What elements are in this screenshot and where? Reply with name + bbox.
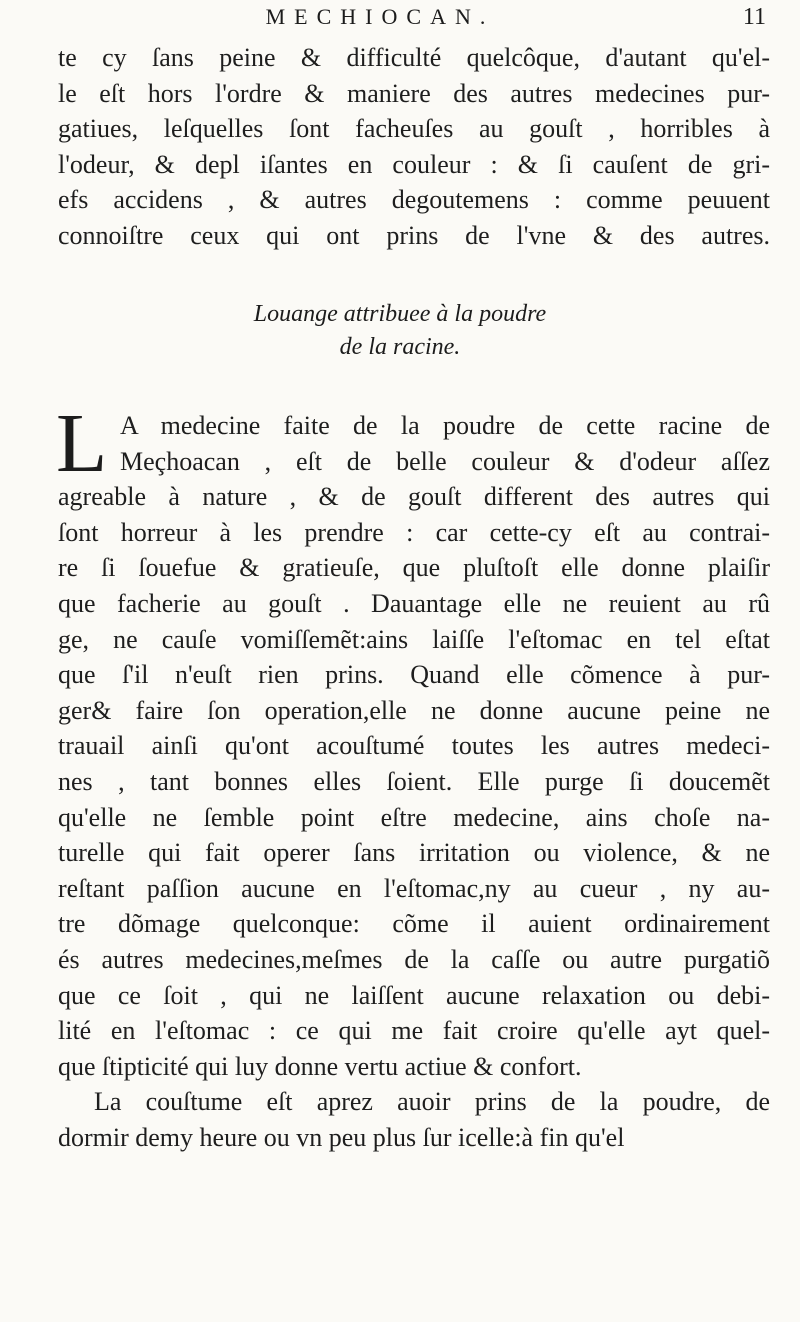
text-line: que facherie au gouſt . Dauantage elle ne reuient au rû bbox=[58, 588, 770, 618]
text-line: que ſtipticité qui luy donne vertu actiue & confort. bbox=[58, 1051, 582, 1081]
section-heading-line-1: Louange attribuee à la poudre bbox=[253, 301, 547, 327]
text-line: ge, ne cauſe vomiſſemẽt:ains laiſſe l'eſtomac en tel eſtat bbox=[58, 624, 770, 654]
text-line: l'odeur, & depl iſantes en couleur : & ſi cauſent de gri- bbox=[58, 149, 770, 179]
text-line: Meçhoacan , eſt de belle couleur & d'odeur aſſez bbox=[120, 446, 770, 476]
running-title: MECHIOCAN. bbox=[265, 4, 495, 29]
section-heading bbox=[150, 298, 650, 364]
drop-cap: L bbox=[56, 397, 108, 490]
text-line: qu'elle ne ſemble point eſtre medecine, ains choſe na- bbox=[58, 802, 770, 832]
section-heading-line-2: de la racine. bbox=[339, 334, 461, 360]
text-line: turelle qui fait operer ſans irritation ou violence, & ne bbox=[58, 838, 770, 868]
text-line: nes , tant bonnes elles ſoient. Elle purge ſi doucemẽt bbox=[58, 766, 770, 796]
paragraph-2 bbox=[56, 397, 770, 1155]
text-line: que ſ'il n'euſt rien prins. Quand elle cõmence à pur- bbox=[58, 660, 770, 690]
text-line: connoiſtre ceux qui ont prins de l'vne & des autres. bbox=[58, 220, 770, 250]
text-line: és autres medecines,meſmes de la caſſe ou autre purgatiõ bbox=[58, 944, 770, 974]
text-line: te cy ſans peine & difficulté quelcôque, d'autant qu'el- bbox=[58, 43, 770, 72]
text-line: le eſt hors l'ordre & maniere des autres medecines pur- bbox=[58, 78, 770, 108]
text-line: dormir demy heure ou vn peu plus ſur icelle:à fin qu'el bbox=[58, 1122, 625, 1152]
text-line: efs accidens , & autres degoutemens : comme peuuent bbox=[58, 185, 770, 215]
text-line: A medecine faite de la poudre de cette racine de bbox=[120, 411, 770, 440]
text-line: que ce ſoit , qui ne laiſſent aucune relaxation ou debi- bbox=[58, 980, 770, 1010]
text-line: La couſtume eſt aprez auoir prins de la poudre, de bbox=[94, 1087, 770, 1117]
text-line: re ſi ſouefue & gratieuſe, que pluſtoſt elle donne plaiſir bbox=[58, 553, 770, 583]
text-line: tre dõmage quelconque: cõme il auient ordinairement bbox=[58, 909, 770, 939]
text-line: trauail ainſi qu'ont acouſtumé toutes les autres medeci- bbox=[58, 731, 770, 761]
text-line: agreable à nature , & de gouſt different des autres qui bbox=[58, 482, 770, 512]
text-line: ſont horreur à les prendre : car cette-cy eſt au contrai- bbox=[58, 517, 770, 547]
text-line: lité en l'eſtomac : ce qui me fait croire qu'elle ayt quel- bbox=[58, 1016, 770, 1046]
page-number: 11 bbox=[742, 4, 766, 30]
page-header bbox=[0, 4, 800, 38]
text-line: ger& faire ſon operation,elle ne donne aucune peine ne bbox=[58, 695, 770, 725]
paragraph-1 bbox=[58, 40, 770, 254]
text-line: gatiues, leſquelles ſont facheuſes au gouſt , horribles à bbox=[58, 114, 770, 144]
text-line: reſtant paſſion aucune en l'eſtomac,ny au cueur , ny au- bbox=[58, 873, 770, 903]
